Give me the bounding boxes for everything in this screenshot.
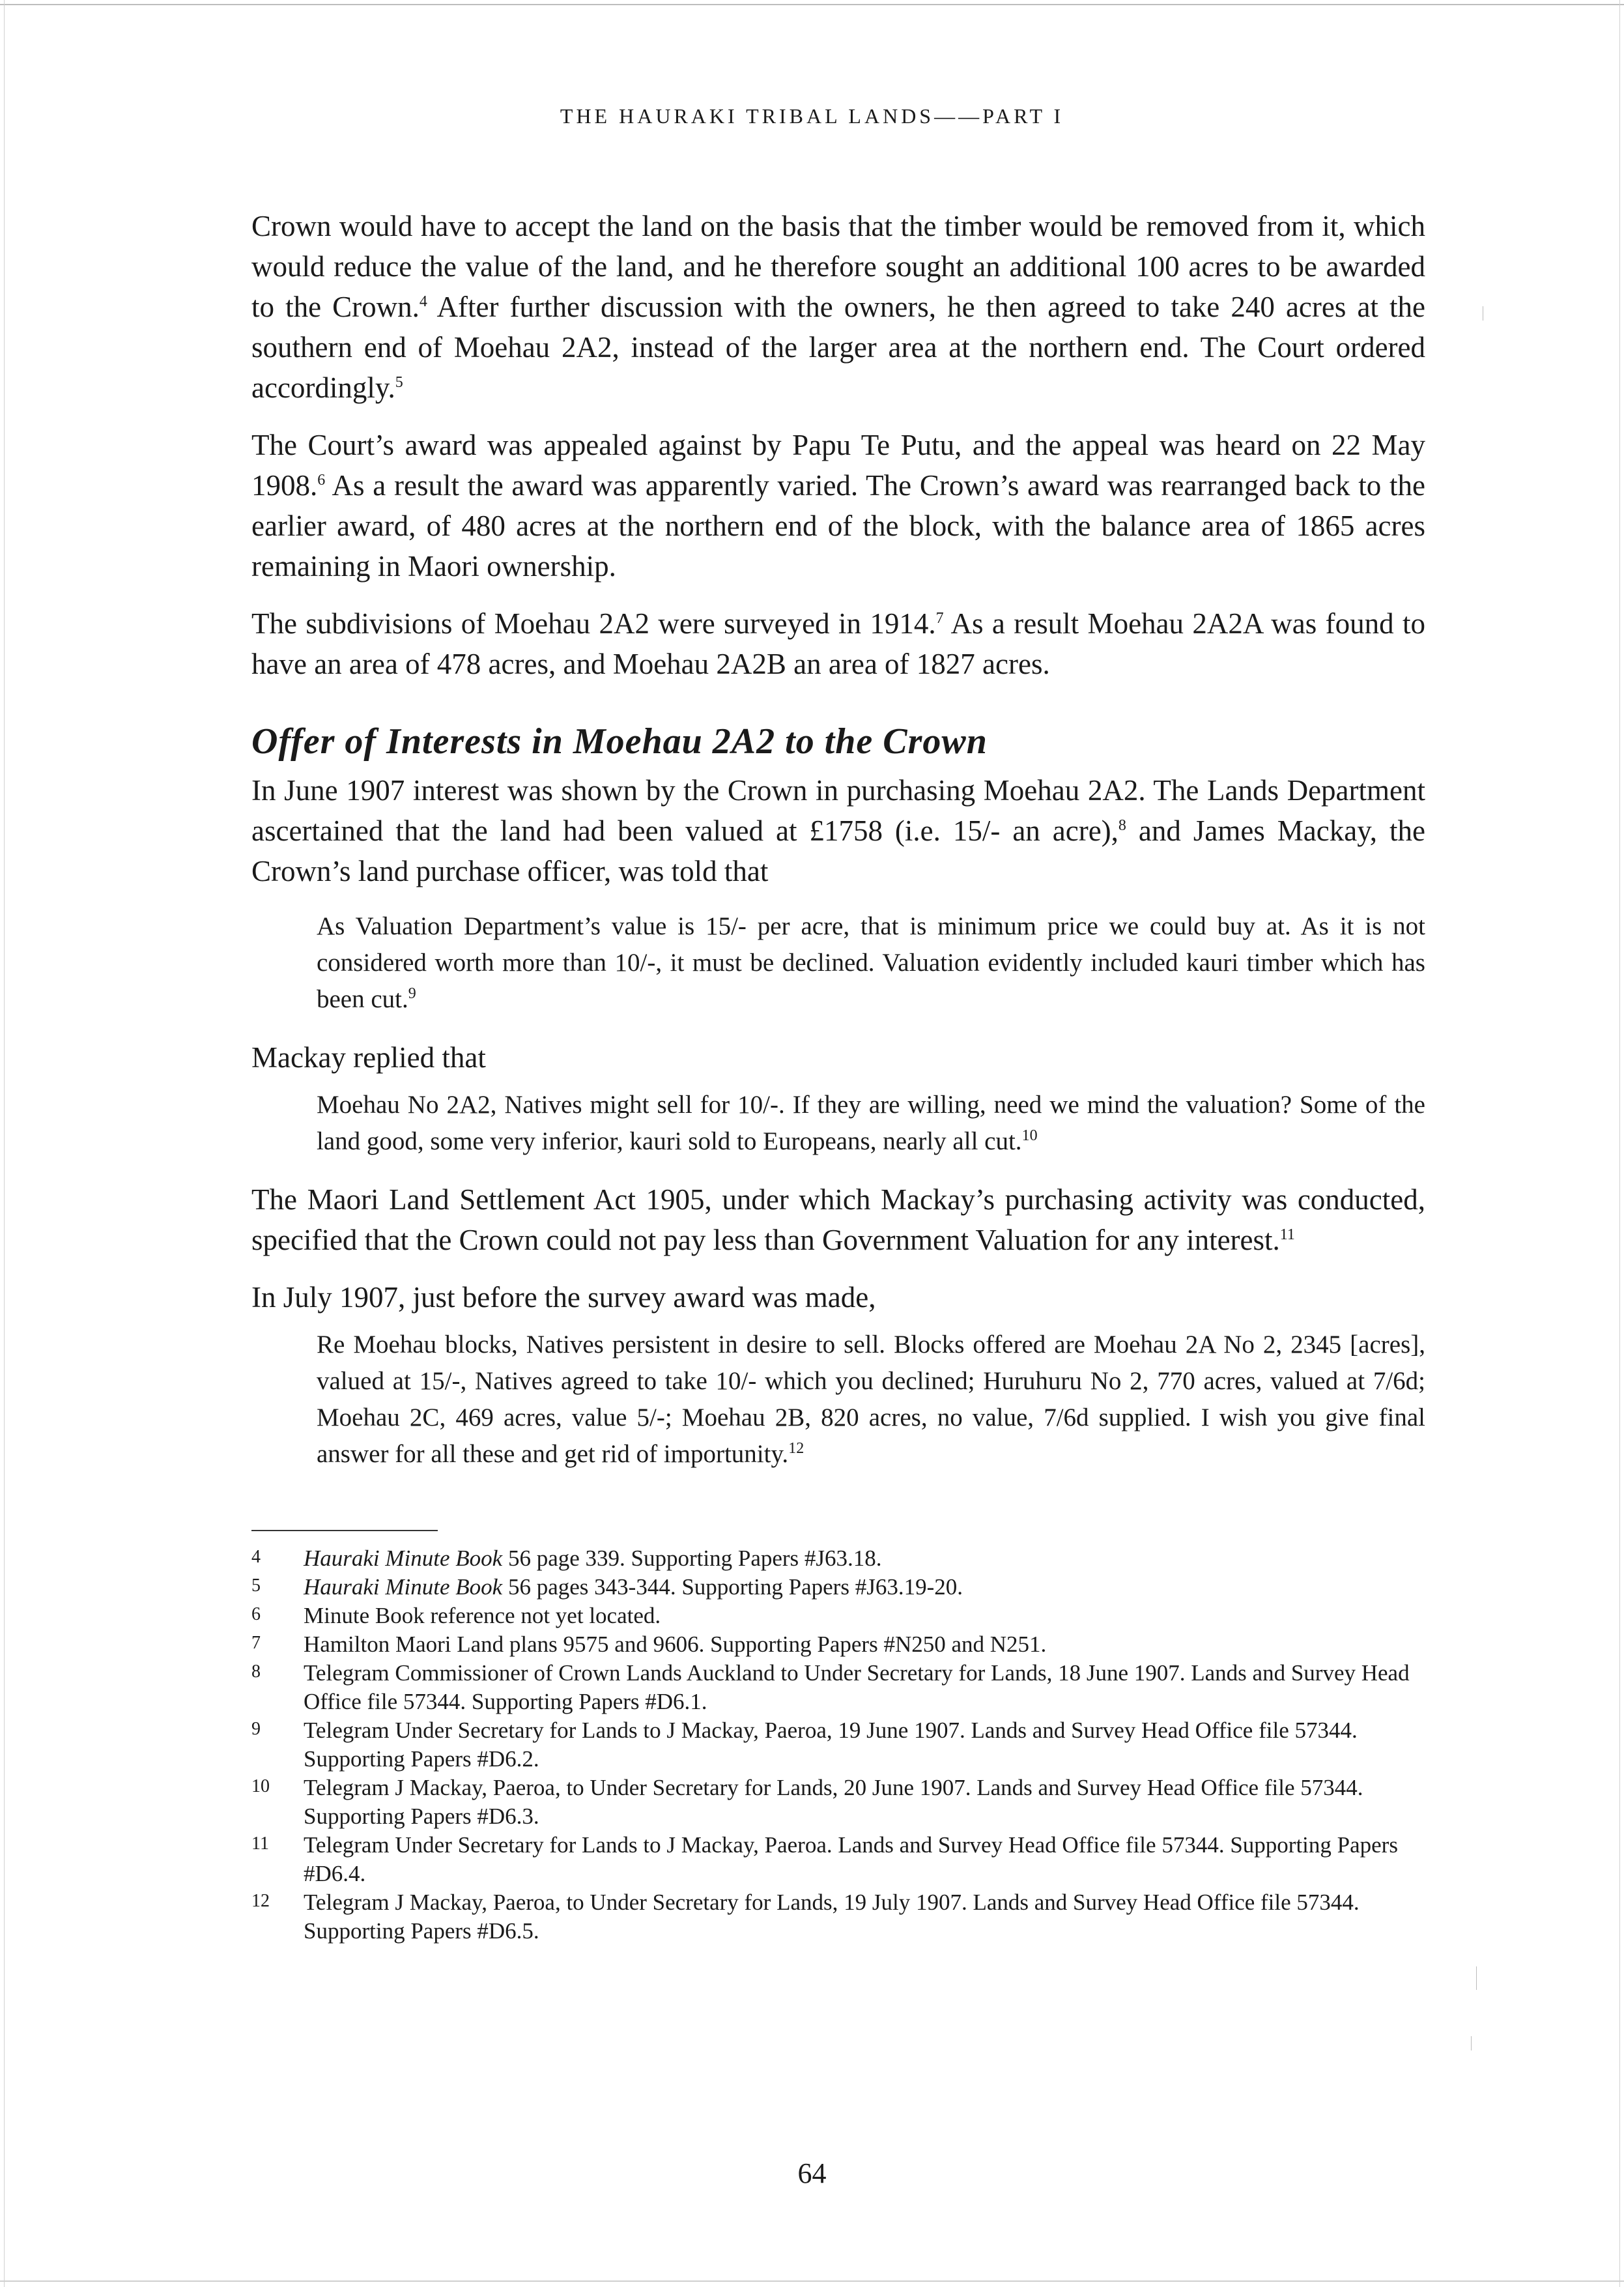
paragraph xyxy=(251,206,1425,408)
paragraph-text: In June 1907 interest was shown by the Crown in purchasing Moehau 2A2. The Lands Department ascertained that the land had been valued at £1758 (i.e. 15/- an acre), xyxy=(251,774,1425,847)
footnote-number: 4 xyxy=(251,1547,261,1567)
footnote-divider xyxy=(251,1530,438,1531)
scan-speck xyxy=(1471,2036,1472,2050)
footnote-number: 6 xyxy=(251,1604,261,1624)
footnote xyxy=(251,1573,1425,1602)
footnote-source-title: Hauraki Minute Book xyxy=(304,1546,503,1571)
footnote-text: 56 page 339. Supporting Papers #J63.18. xyxy=(502,1546,882,1571)
footnote-text: Telegram J Mackay, Paeroa, to Under Secretary for Lands, 19 July 1907. Lands and Survey Head Office file 57344. Supporting Papers #D6.5. xyxy=(304,1890,1360,1944)
footnote xyxy=(251,1544,1425,1573)
paragraph-text: After further discussion with the owners, he then agreed to take 240 acres at the southern end of Moehau 2A2, instead of the larger area at the northern end. The Court ordered accordingly. xyxy=(251,291,1425,404)
paragraph-text: The subdivisions of Moehau 2A2 were surveyed in 1914. xyxy=(251,607,936,640)
paragraph xyxy=(251,425,1425,586)
footnote-ref[interactable]: 9 xyxy=(408,985,416,1002)
footnote-ref[interactable]: 10 xyxy=(1021,1127,1038,1144)
footnote-number: 12 xyxy=(251,1891,270,1911)
paragraph: Mackay replied that xyxy=(251,1041,486,1074)
page-body xyxy=(251,206,1425,1946)
footnote-number: 11 xyxy=(251,1834,269,1854)
footnotes xyxy=(251,1544,1425,1946)
paragraph-text: The Maori Land Settlement Act 1905, under which Mackay’s purchasing activity was conducted, specified that the Crown could not pay less than Government Valuation for any interest. xyxy=(251,1183,1425,1256)
paragraph-text: As a result Moehau 2A2A was found to have an area of 478 acres, and Moehau 2A2B an area of 1827 acres. xyxy=(251,607,1425,680)
footnote xyxy=(251,1659,1425,1716)
block-quote xyxy=(251,1087,1425,1160)
footnote xyxy=(251,1831,1425,1888)
footnote-ref[interactable]: 4 xyxy=(419,293,427,310)
footnote-text: Hamilton Maori Land plans 9575 and 9606. Supporting Papers #N250 and N251. xyxy=(304,1632,1047,1657)
footnote-text: 56 pages 343-344. Supporting Papers #J63.19-20. xyxy=(502,1574,963,1600)
paragraph-text: and James Mackay, the Crown’s land purchase officer, was told that xyxy=(251,814,1426,887)
footnote-text: Telegram J Mackay, Paeroa, to Under Secretary for Lands, 20 June 1907. Lands and Survey Head Office file 57344. Supporting Papers #D6.3. xyxy=(304,1775,1363,1829)
footnote-number: 9 xyxy=(251,1719,261,1739)
paragraph xyxy=(251,603,1425,684)
footnote-text: Telegram Under Secretary for Lands to J Mackay, Paeroa, 19 June 1907. Lands and Survey Head Office file 57344. Supporting Papers #D6.2. xyxy=(304,1718,1358,1772)
paragraph xyxy=(251,770,1425,891)
scan-border-left xyxy=(4,0,5,2287)
block-quote xyxy=(251,908,1425,1018)
paragraph xyxy=(251,1179,1425,1260)
footnote-number: 10 xyxy=(251,1776,270,1796)
footnote-number: 8 xyxy=(251,1661,261,1682)
footnote-text: Telegram Under Secretary for Lands to J Mackay, Paeroa. Lands and Survey Head Office file 57344. Supporting Papers #D6.4. xyxy=(304,1832,1398,1886)
footnote-ref[interactable]: 12 xyxy=(788,1440,805,1457)
section-heading: Offer of Interests in Moehau 2A2 to the Crown xyxy=(251,721,988,762)
quote-text: As Valuation Department’s value is 15/- per acre, that is minimum price we could buy at. As it is not considered worth more than 10/-, it must be declined. Valuation evidently included kauri timber which has been cut. xyxy=(317,912,1425,1013)
footnote xyxy=(251,1774,1425,1831)
scan-speck xyxy=(1476,1966,1477,1990)
running-head: THE HAURAKI TRIBAL LANDS——PART I xyxy=(560,104,1064,128)
footnote-ref[interactable]: 8 xyxy=(1118,817,1126,834)
footnote-ref[interactable]: 7 xyxy=(935,610,944,627)
footnote xyxy=(251,1630,1425,1659)
footnote xyxy=(251,1716,1425,1774)
footnote-ref[interactable]: 11 xyxy=(1279,1226,1295,1243)
paragraph-text: Crown would have to accept the land on the basis that the timber would be removed from it, which would reduce the value of the land, and he therefore sought an additional 100 acres to be awarded to the Crown. xyxy=(251,210,1425,323)
scan-border-bottom xyxy=(0,2280,1624,2282)
page-number: 64 xyxy=(797,2157,827,2189)
footnote-source-title: Hauraki Minute Book xyxy=(304,1574,503,1600)
footnote-number: 5 xyxy=(251,1575,261,1596)
quote-text: Re Moehau blocks, Natives persistent in desire to sell. Blocks offered are Moehau 2A No 2, 2345 [acres], valued at 15/-, Natives agreed to take 10/- which you declined; Huruhuru No 2, 770 acres, valued at 7/6d; Moehau 2C, 469 acres, value 5/-; Moehau 2B, 820 acres, no value, 7/6d supplied. I wish you give final answer for all these and get rid of importunity. xyxy=(317,1330,1425,1468)
footnote xyxy=(251,1888,1425,1946)
quote-text: Moehau No 2A2, Natives might sell for 10/-. If they are willing, need we mind the valuation? Some of the land good, some very inferior, kauri sold to Europeans, nearly all cut. xyxy=(317,1091,1425,1155)
block-quote xyxy=(251,1327,1425,1473)
footnote-text: Telegram Commissioner of Crown Lands Auckland to Under Secretary for Lands, 18 June 1907. Lands and Survey Head Office file 57344. Supporting Papers #D6.1. xyxy=(304,1660,1410,1714)
paragraph-text: As a result the award was apparently varied. The Crown’s award was rearranged back to the earlier award, of 480 acres at the northern end of the block, with the balance area of 1865 acres remaining in Maori ownership. xyxy=(251,469,1425,583)
scan-border-top xyxy=(0,4,1624,5)
footnote-text: Minute Book reference not yet located. xyxy=(304,1603,661,1628)
paragraph: In July 1907, just before the survey award was made, xyxy=(251,1281,876,1314)
scan-border-right xyxy=(1619,0,1620,2287)
footnote-number: 7 xyxy=(251,1633,261,1653)
paragraph-text: The Court’s award was appealed against by Papu Te Putu, and the appeal was heard on 22 May 1908. xyxy=(251,429,1425,502)
footnote-ref[interactable]: 5 xyxy=(395,374,403,391)
footnote-ref[interactable]: 6 xyxy=(317,472,326,489)
footnote xyxy=(251,1602,1425,1630)
